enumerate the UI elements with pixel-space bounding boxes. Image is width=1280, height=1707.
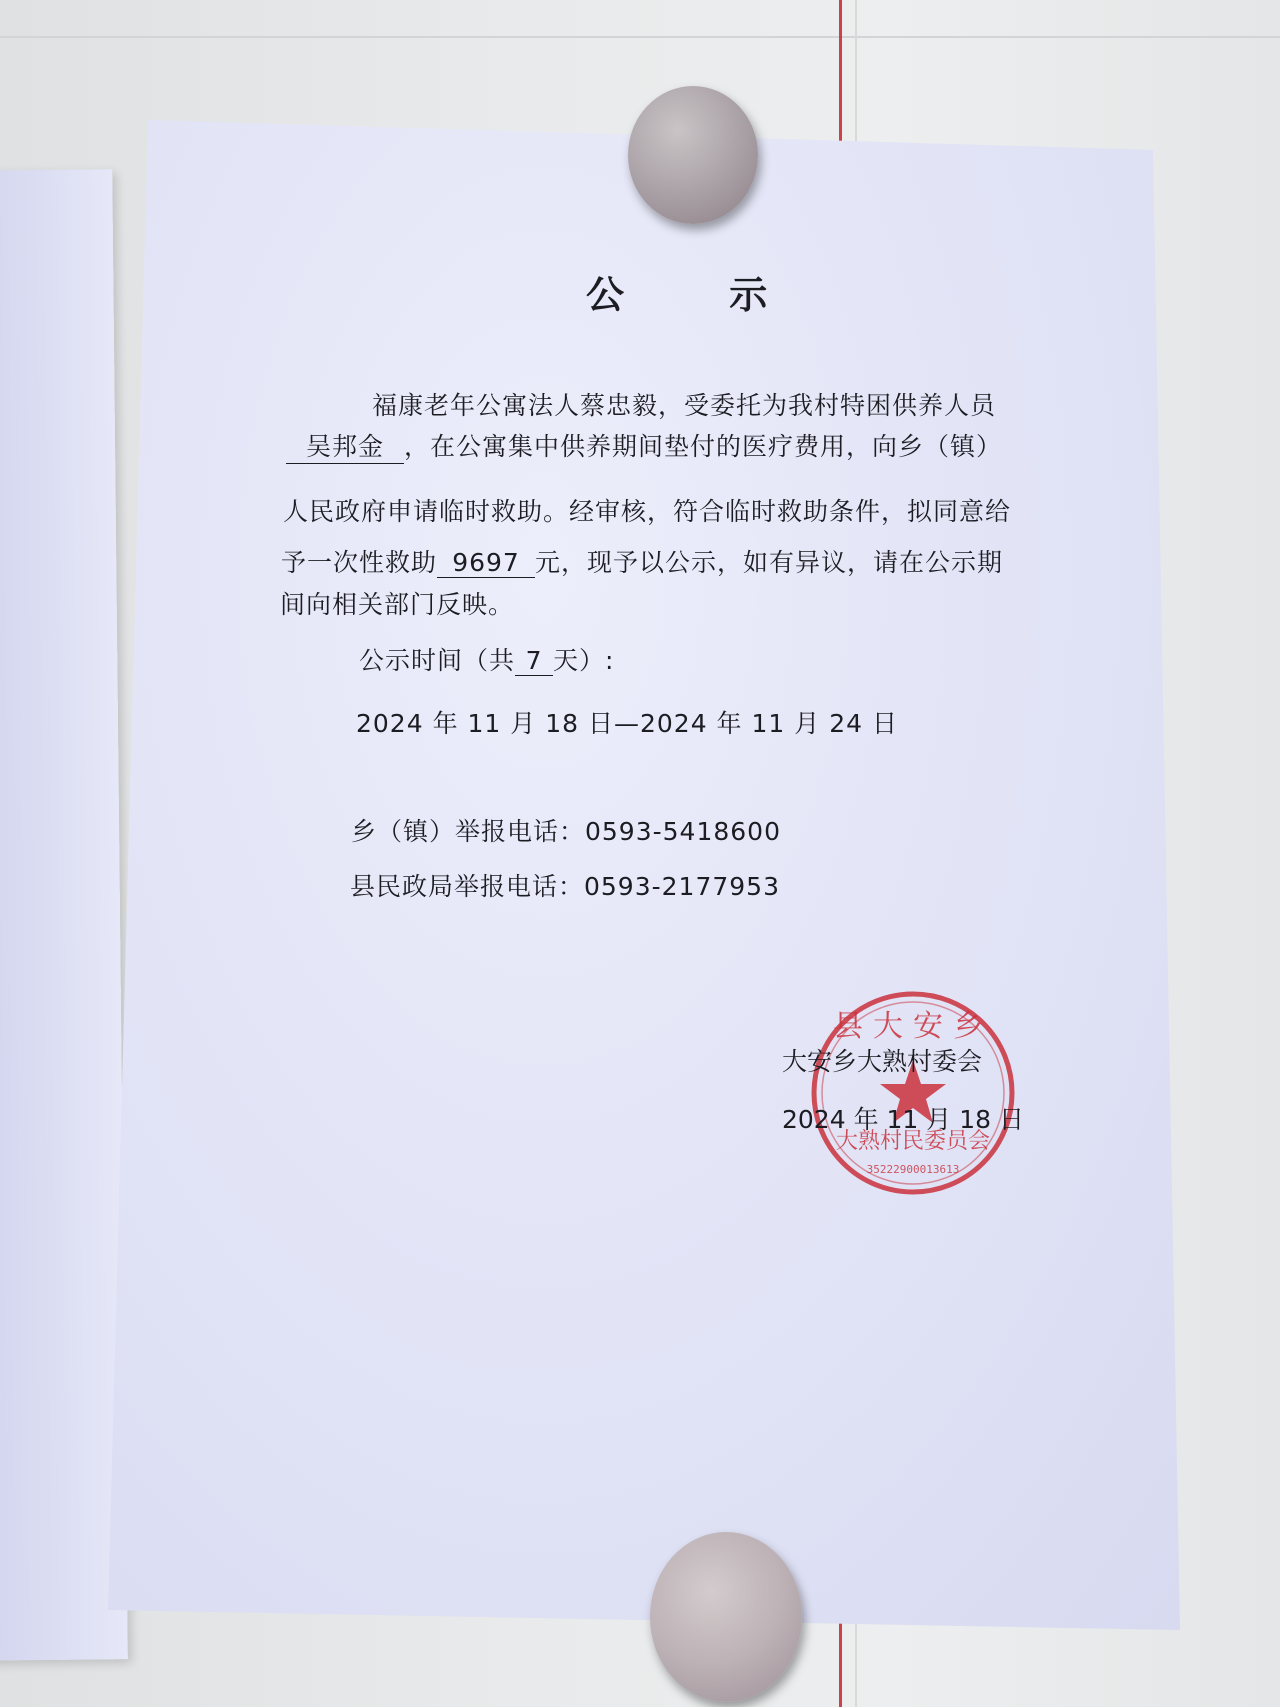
recipient-name: 吴邦金 (286, 427, 404, 464)
town-hotline: 乡（镇）举报电话：0593-5418600 (351, 817, 781, 846)
county-hotline: 县民政局举报电话：0593-2177953 (350, 872, 780, 901)
paragraph-line-2 (286, 427, 1002, 464)
relief-amount: 9697 (437, 548, 535, 578)
seal-arc-text: 县大安乡 (833, 1009, 993, 1044)
seal-bottom-text: 大熟村民委员会 (835, 1129, 991, 1154)
notice-period-dates: 2024 年 11 月 18 日—2024 年 11 月 24 日 (356, 709, 898, 738)
paragraph-line-3: 人民政府申请临时救助。经审核，符合临时救助条件，拟同意给 (283, 497, 1012, 526)
period-label-pre: 公示时间（共 (359, 646, 516, 675)
seal-code: 35222900013613 (866, 1163, 960, 1176)
paragraph-line-5: 间向相关部门反映。 (280, 590, 515, 619)
sign-date: 2024 年 11 月 18 日 (782, 1105, 1024, 1134)
period-label-post: 天）: (553, 646, 615, 675)
paragraph-line-1: 福康老年公寓法人蔡忠毅，受委托为我村特困供养人员 (372, 391, 997, 420)
notice-period-label (359, 641, 614, 677)
signer-name: 大安乡大熟村委会 (782, 1047, 983, 1076)
official-seal (808, 988, 1018, 1198)
paragraph-line-2-text: ，在公寓集中供养期间垫付的医疗费用，向乡（镇） (404, 432, 1003, 461)
paragraph-line-4-pre: 予一次性救助 (281, 548, 438, 577)
paragraph-line-4 (281, 543, 1003, 579)
paragraph-line-4-post: 元，现予以公示，如有异议，请在公示期 (535, 548, 1004, 577)
period-days: 7 (515, 646, 553, 676)
notice-title: 公 示 (586, 272, 814, 317)
